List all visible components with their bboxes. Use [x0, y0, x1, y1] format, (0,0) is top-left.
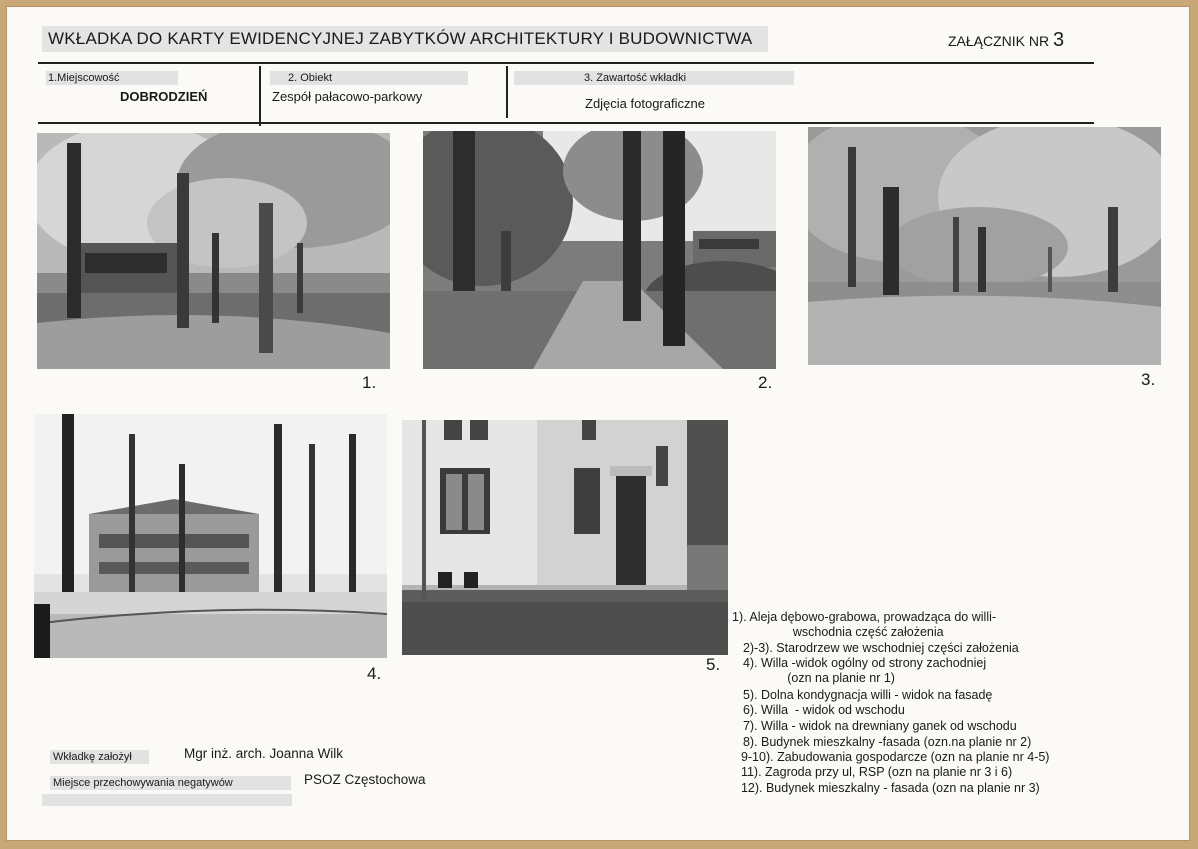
- caption-line-6: 5). Dolna kondygnacja willi - widok na fasadę: [736, 688, 993, 702]
- content-value: Zdjęcia fotograficzne: [585, 96, 705, 111]
- caption-line-10: 9-10). Zabudowania gospodarcze (ozn na planie nr 4-5): [734, 750, 1050, 764]
- field-divider-1: [259, 66, 261, 126]
- caption-line-3: 2)-3). Starodrzew we wschodniej części założenia: [736, 641, 1019, 655]
- annex-number: 3: [1053, 29, 1065, 51]
- caption-line-9: 8). Budynek mieszkalny -fasada (ozn.na planie nr 2): [736, 735, 1032, 749]
- photo-5-villa-facade: [402, 420, 728, 655]
- negatives-label: Miejsce przechowywania negatywów: [50, 776, 291, 790]
- founder-label: Wkładkę założył: [50, 750, 149, 764]
- annex-label: [948, 26, 1078, 52]
- caption-line-2: wschodnia część założenia: [772, 625, 944, 639]
- photo-3-old-trees: [808, 127, 1161, 365]
- header-rule-bottom: [38, 122, 1094, 124]
- photo-number-4: 4.: [367, 664, 382, 683]
- caption-line-7: 6). Willa - widok od wschodu: [736, 703, 905, 717]
- field-divider-2: [506, 66, 508, 118]
- negatives-label-shade: [42, 794, 292, 806]
- photo-number-5: 5.: [706, 655, 721, 674]
- negatives-value: PSOZ Częstochowa: [304, 772, 426, 787]
- photo-number-1: 1.: [362, 373, 377, 392]
- photo-2-park-path: [423, 131, 776, 369]
- header-rule-top: [38, 62, 1094, 64]
- photo-4-villa-winter: [34, 414, 387, 658]
- photo-number-3: 3.: [1141, 370, 1156, 389]
- caption-line-5: (ozn na planie nr 1): [756, 671, 895, 685]
- caption-line-1: 1). Aleja dębowo-grabowa, prowadząca do willi-: [732, 610, 997, 624]
- locality-value: DOBRODZIEŃ: [120, 89, 208, 104]
- photo-1-tree-avenue: [37, 133, 390, 369]
- annex-label-text: ZAŁĄCZNIK NR: [948, 33, 1050, 49]
- caption-line-11: 11). Zagroda przy ul, RSP (ozn na planie nr 3 i 6): [734, 765, 1013, 779]
- document-title: WKŁADKA DO KARTY EWIDENCYJNEJ ZABYTKÓW ARCHITEKTURY I BUDOWNICTWA: [42, 26, 768, 52]
- content-label: 3. Zawartość wkładki: [514, 71, 794, 85]
- object-label: 2. Obiekt: [270, 71, 468, 85]
- photo-number-2: 2.: [758, 373, 773, 392]
- caption-line-12: 12). Budynek mieszkalny - fasada (ozn na planie nr 3): [734, 781, 1040, 795]
- object-value: Zespół pałacowo-parkowy: [272, 89, 423, 104]
- founder-value: Mgr inż. arch. Joanna Wilk: [184, 746, 344, 761]
- caption-line-4: 4). Willa -widok ogólny od strony zachodniej: [736, 656, 987, 670]
- locality-label: 1.Miejscowość: [46, 71, 178, 85]
- caption-line-8: 7). Willa - widok na drewniany ganek od wschodu: [736, 719, 1017, 733]
